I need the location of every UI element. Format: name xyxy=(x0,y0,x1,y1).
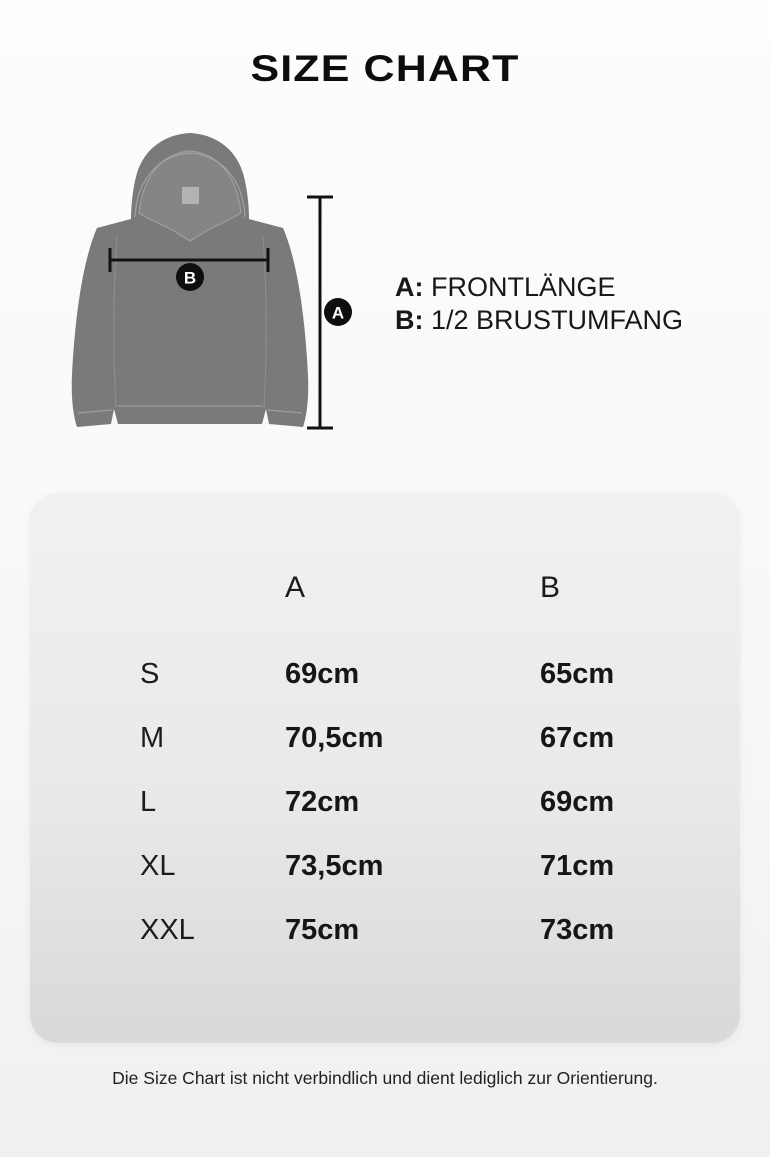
hoodie-illustration xyxy=(55,125,355,455)
table-header-row xyxy=(140,568,740,608)
table-row-s xyxy=(140,642,740,706)
table-row-m xyxy=(140,706,740,770)
marker-a-badge xyxy=(324,298,352,326)
table-row-l xyxy=(140,770,740,834)
value-a: 73,5cm xyxy=(285,850,384,882)
marker-b-badge xyxy=(176,263,204,291)
size-label: XL xyxy=(140,850,176,882)
value-b: 69cm xyxy=(540,786,615,818)
neck-label xyxy=(182,187,199,204)
legend-label-b: 1/2 BRUSTUMFANG xyxy=(431,305,684,335)
legend-line-a xyxy=(395,271,683,304)
page-title xyxy=(0,48,770,90)
size-chart-card xyxy=(30,493,740,1043)
size-label: M xyxy=(140,722,165,754)
value-a: 72cm xyxy=(285,786,360,818)
value-b: 73cm xyxy=(540,914,615,946)
value-a: 70,5cm xyxy=(285,722,384,754)
table-row-xxl xyxy=(140,898,740,962)
value-b: 65cm xyxy=(540,658,615,690)
disclaimer-note: Die Size Chart ist nicht verbindlich und dient lediglich zur Orientierung. xyxy=(112,1068,658,1088)
table-header-col-b: B xyxy=(540,571,561,604)
value-a: 75cm xyxy=(285,914,360,946)
page-title-text: SIZE CHART xyxy=(250,48,520,89)
value-b: 71cm xyxy=(540,850,615,882)
marker-b-label: B xyxy=(183,268,197,288)
table-header-col-a: A xyxy=(285,571,306,604)
value-b: 67cm xyxy=(540,722,615,754)
size-label: S xyxy=(140,658,160,690)
marker-a-label: A xyxy=(331,303,345,323)
table-row-xl xyxy=(140,834,740,898)
size-label: XXL xyxy=(140,914,195,946)
legend-label-a: FRONTLÄNGE xyxy=(431,272,616,302)
size-label: L xyxy=(140,786,157,818)
value-a: 69cm xyxy=(285,658,360,690)
table-header-gap xyxy=(140,608,740,642)
table-header-spacer xyxy=(140,568,285,608)
legend-key-b: B: xyxy=(395,305,424,335)
legend-line-b xyxy=(395,304,683,337)
measurement-legend xyxy=(395,271,683,337)
legend-key-a: A: xyxy=(395,272,424,302)
